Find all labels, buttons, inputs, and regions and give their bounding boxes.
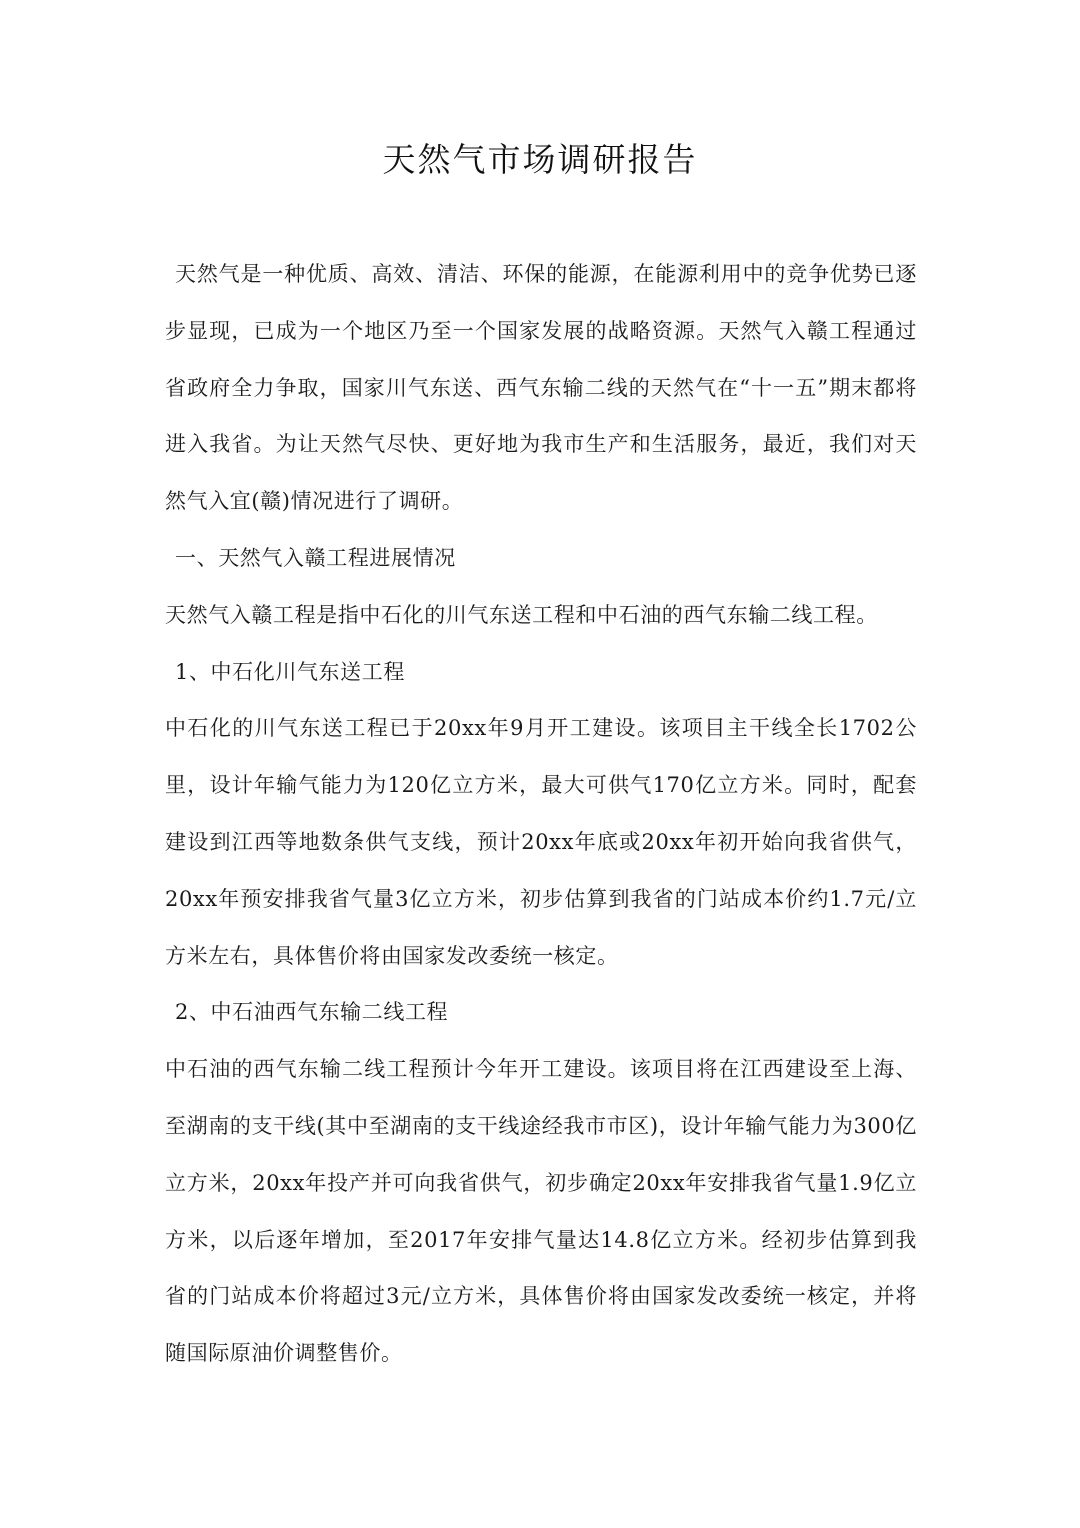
- subsection-1-paragraph: 中石化的川气东送工程已于20xx年9月开工建设。该项目主干线全长1702公里，设计年输气能力为120亿立方米，最大可供气170亿立方米。同时，配套建设到江西等地数条供气支线，预计20xx年底或20xx年初开始向我省供气，20xx年预安排我省气量3亿立方米，初步估算到我省的门站成本价约1.7元/立方米左右，具体售价将由国家发改委统一核定。: [165, 716, 917, 968]
- subsection-heading-2: 2、中石油西气东输二线工程: [175, 1000, 449, 1025]
- section-heading-1: 一、天然气入赣工程进展情况: [175, 545, 456, 570]
- subsection-heading-1: 1、中石化川气东送工程: [175, 659, 405, 684]
- document-title: 天然气市场调研报告: [382, 140, 698, 179]
- intro-paragraph: 天然气是一种优质、高效、清洁、环保的能源，在能源利用中的竞争优势已逐步显现，已成为一个地区乃至一个国家发展的战略资源。天然气入赣工程通过省政府全力争取，国家川气东送、西气东输二线的天然气在“十一五”期末都将进入我省。为让天然气尽快、更好地为我市生产和生活服务，最近，我们对天然气入宜(赣)情况进行了调研。: [165, 262, 917, 514]
- subsection-2-paragraph: 中石油的西气东输二线工程预计今年开工建设。该项目将在江西建设至上海、至湖南的支干线(其中至湖南的支干线途经我市市区)，设计年输气能力为300亿立方米，20xx年投产并可向我省供气，初步确定20xx年安排我省气量1.9亿立方米，以后逐年增加，至2017年安排气量达14.8亿立方米。经初步估算到我省的门站成本价将超过3元/立方米，具体售价将由国家发改委统一核定，并将随国际原油价调整售价。: [165, 1057, 917, 1366]
- document-body: [165, 246, 917, 1382]
- section-1-paragraph: 天然气入赣工程是指中石化的川气东送工程和中石油的西气东输二线工程。: [165, 602, 878, 627]
